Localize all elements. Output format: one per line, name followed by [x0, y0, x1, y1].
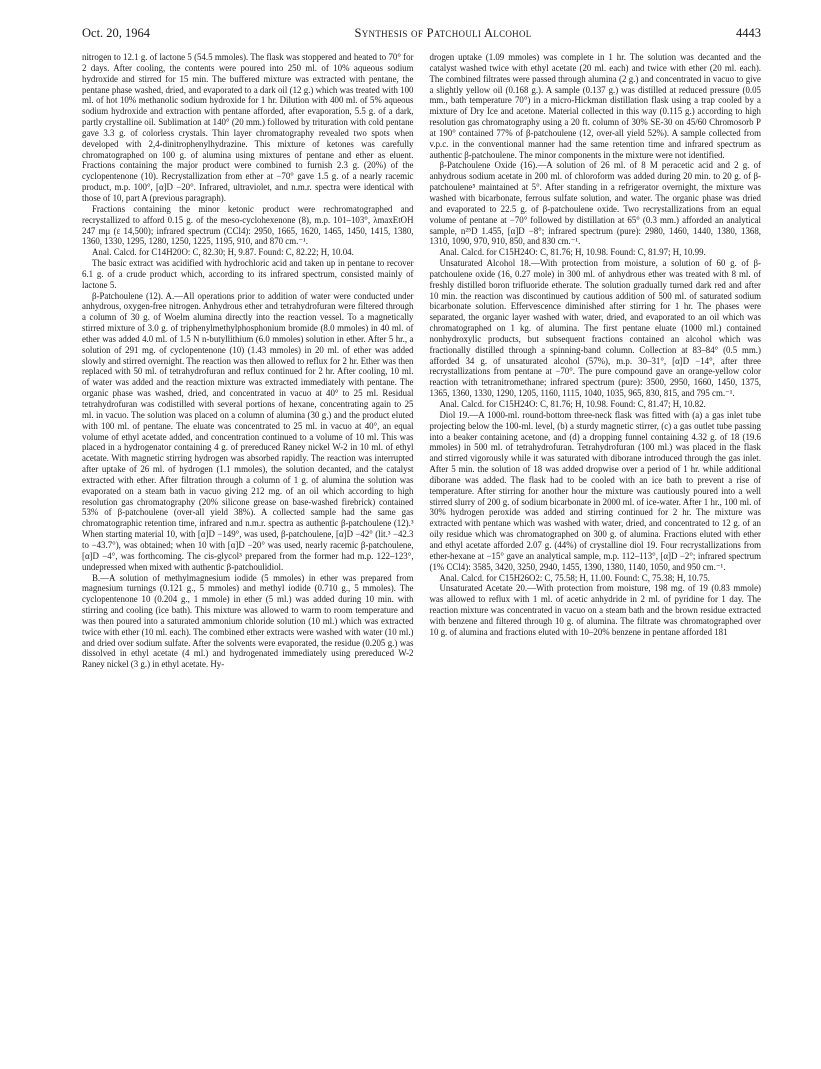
issue-date: Oct. 20, 1964: [82, 26, 151, 40]
paragraph: drogen uptake (1.09 mmoles) was complete in 1 hr. The solution was decanted and the catalyst washed twice with ethyl acetate (20 ml. each) and twice with ether (20 ml. each). The combined filtrates were passed through alumina (2 g.) and concentrated in vacuo to give a slightly yellow oil (0.168 g.). A sample (0.137 g.) was distilled at reduced pressure (0.05 mm., bath temperature 70°) in a micro-Hickman distillation flask using a trap cooled by a mixture of Dry Ice and acetone. Material collected in this way (0.115 g.) according to high resolution gas chromatography using a 20 ft. column of 30% SE-30 on 45/60 Chromosorb P at 190° contained 77% of β-patchoulene (12, over-all yield 52%). A sample collected from v.p.c. in the conventional manner had the same retention time and infrared spectrum as authentic β-patchoulene. The minor components in the mixture were not identified.: [429, 52, 761, 160]
analysis-paragraph: Anal. Calcd. for C15H24O: C, 81.76; H, 10.98. Found: C, 81.47; H, 10.82.: [439, 399, 706, 409]
running-header: [82, 26, 761, 44]
section-patchoulene-oxide: β-Patchoulene Oxide (16).—A solution of 26 ml. of 8 M peracetic acid and 2 g. of anhydrous sodium acetate in 200 ml. of chloroform was added during 20 min. to 20 g. of β-patchoulene⁵ maintained at 5°. After standing in a refrigerator overnight, the mixture was washed with bicarbonate, ferrous sulfate solution, and water. The organic phase was dried and evaporated to 22.5 g. of β-patchoulene oxide. Two recrystallizations from an equal volume of pentane at −70° followed by distillation at 65° (0.3 mm.) afforded an analytical sample, n²⁵D 1.455, [α]D −8°; infrared spectrum (pure): 2980, 1460, 1440, 1380, 1368, 1310, 1090, 970, 910, 850, and 830 cm.⁻¹.: [429, 160, 761, 247]
paragraph: nitrogen to 12.1 g. of lactone 5 (54.5 mmoles). The flask was stoppered and heated to 70° for 2 days. After cooling, the contents were poured into 250 ml. of 10% aqueous sodium hydroxide and stirred for 15 min. The buffered mixture was extracted with pentane, the pentane phase washed, dried, and evaporated to a dark oil (12 g.) which was treated with 100 ml. of hot 10% methanolic sodium hydroxide for 1 hr. Dilution with 400 ml. of 5% aqueous sodium hydroxide and extraction with pentane afforded, after evaporation, 5.5 g. of a dark, partly crystalline oil. Sublimation at 140° (20 mm.) followed by trituration with cold pentane gave 3.3 g. of colorless crystals. Thin layer chromatography revealed two spots when developed with 2,4-dinitrophenylhydrazine. This mixture of ketones was carefully chromatographed on 100 g. of alumina using mixtures of pentane and ether as eluent. Fractions containing the major product were combined to furnish 2.3 g. (20%) of the cyclopentenone (10). Recrystallization from ether at −70° gave 1.5 g. of a nearly racemic product, m.p. 100°, [α]D −20°. Infrared, ultraviolet, and n.m.r. spectra were identical with those of 10, part A (previous paragraph).: [82, 52, 414, 203]
analysis-paragraph: Anal. Calcd. for C15H24O: C, 81.76; H, 10.98. Found: C, 81.97; H, 10.99.: [439, 247, 706, 258]
analysis-paragraph: Anal. Calcd. for C15H26O2: C, 75.58; H, 11.00. Found: C, 75.38; H, 10.75.: [439, 572, 710, 583]
running-title: Synthesis of Patchouli Alcohol: [354, 26, 532, 40]
right-column: [430, 52, 762, 670]
two-column-body: [82, 52, 761, 670]
section-diol: Diol 19.—A 1000-ml. round-bottom three-neck flask was fitted with (a) a gas inlet tube projecting below the 100-ml. level, (b) a sturdy magnetic stirrer, (c) a gas outlet tube passing into a beaker containing acetone, and (d) a dropping funnel containing 4.32 g. of 18 (19.6 mmoles) in 500 ml. of tetrahydrofuran. Tetrahydrofuran (100 ml.) was placed in the flask and stirred vigorously while it was saturated with diborane introduced through the gas inlet. After 5 min. the solution of 18 was added dropwise over a period of 1 hr. while additional diborane was added. The flask had to be cooled with an ice bath to prevent a rise of temperature. After stirring for another hour the mixture was cautiously poured into a well stirred slurry of 200 g. of sodium bicarbonate in 2000 ml. of ice-water. After 1 hr., 100 ml. of 30% hydrogen peroxide was added and stirring continued for 2 hr. The mixture was extracted with pentane which was washed with water, dried, and concentrated to 12 g. of an oily residue which was chromatographed on 300 g. of alumina. Fractions eluted with ether and ethyl acetate afforded 2.07 g. (44%) of crystalline diol 19. Four recrystallizations from ether-hexane at −15° gave an analytical sample, m.p. 112–113°, [α]D −2°; infrared spectrum (1% CCl4): 3585, 3420, 3250, 2940, 1455, 1390, 1380, 1140, 1050, and 950 cm.⁻¹.: [429, 409, 761, 572]
section-patchoulene-a: β-Patchoulene (12). A.—All operations prior to addition of water were conducted under anhydrous, oxygen-free nitrogen. Anhydrous ether and tetrahydrofuran were filtered through a column of 30 g. of Woelm alumina directly into the reaction vessel. To a magnetically stirred mixture of 3.0 g. of triphenylmethylphosphonium bromide (8.0 mmoles) in 40 ml. of ether was added 4.0 ml. of 1.5 N n-butyllithium (6.0 mmoles) solution in ether. After 5 hr., a solution of 291 mg. of cyclopentenone (10) (1.43 mmoles) in 20 ml. of ether was added slowly and stirred overnight. The reaction was then allowed to reflux for 2 hr. Ether was then replaced with 50 ml. of tetrahydrofuran and reflux continued for 2 hr. After cooling, 10 ml. of water was added and the reaction mixture was extracted immediately with pentane. The organic phase was washed, dried, and concentrated in vacuo at 40° to 25 ml. Residual tetrahydrofuran was codistilled with several portions of hexane, concentrating again to 25 ml. in vacuo. The solution was placed on a column of alumina (30 g.) and the product eluted with 100 ml. of pentane. The eluate was concentrated to 25 ml. in vacuo at 40°, an equal volume of ethyl acetate added, and concentration continued to a volume of 10 ml. This was placed in a hydrogenator containing 4 g. of prereduced Raney nickel W-2 in 10 ml. of ethyl acetate. With magnetic stirring hydrogen was absorbed rapidly. The reaction was interrupted after uptake of 26 ml. of hydrogen (1.1 mmoles), the solution decanted, and the catalyst extracted with ether. After filtration through a column of 1 g. of alumina the solution was evaporated on a steam bath in vacuo giving 212 mg. of an oil which according to high resolution gas chromatography (20% silicone grease on base-washed firebrick) contained 53% of β-patchoulene (over-all yield 38%). A collected sample had the same gas chromatographic retention time, infrared and n.m.r. spectra as authentic β-patchoulene (12).³ When starting material 10, with [α]D −149°, was used, β-patchoulene, [α]D −42° (lit.³ −42.3 to −43.7°), was obtained; when 10 with [α]D −20° was used, nearly racemic β-patchoulene, [α]D −4°, was forthcoming. The cis-glycol³ prepared from the former had m.p. 122–123°, undepressed when mixed with authentic β-patchoulidiol.: [82, 290, 414, 572]
analysis-paragraph: Anal. Calcd. for C14H20O: C, 82.30; H, 9.87. Found: C, 82.22; H, 10.04.: [92, 247, 354, 258]
paragraph: Fractions containing the minor ketonic product were rechromatographed and recrystallized to afford 0.15 g. of the meso-cyclohexenone (8), m.p. 101–103°, λmaxEtOH 247 mμ (ε 14,500); infrared spectrum (CCl4): 2950, 1665, 1620, 1465, 1450, 1415, 1380, 1360, 1330, 1295, 1280, 1250, 1225, 1195, 910, and 870 cm.⁻¹.: [82, 203, 414, 247]
paragraph: The basic extract was acidified with hydrochloric acid and taken up in pentane to recover 6.1 g. of a crude product which, according to its infrared spectrum, consisted mainly of lactone 5.: [82, 258, 414, 290]
left-column: [82, 52, 414, 670]
page-number: 4443: [736, 26, 761, 40]
section-unsaturated-alcohol: Unsaturated Alcohol 18.—With protection from moisture, a solution of 60 g. of β-patchoulene oxide (16, 0.27 mole) in 300 ml. of anhydrous ether was treated with 8 ml. of freshly distilled boron trifluoride etherate. The solution gradually turned dark red and after 10 min. the reaction was discontinued by cautious addition of 500 ml. of saturated sodium bicarbonate solution. Effervescence diminished after stirring for 1 hr. The phases were separated, the organic layer washed with water, dried, and evaporated to an oil which was chromatographed on 1 kg. of alumina. The first pentane eluate (1000 ml.) contained nonhydroxylic products, but subsequent fractions contained an alcohol which was fractionally distilled through a spinning-band column. Collection at 83–84° (0.5 mm.) afforded 34 g. of unsaturated alcohol (57%), m.p. 30–31°, [α]D −14°, after three recrystallizations from pentane at −70°. The pure compound gave an orange-yellow color reaction with tetranitromethane; infrared spectrum (pure): 3500, 2950, 1660, 1450, 1375, 1365, 1360, 1330, 1290, 1205, 1160, 1115, 1040, 1035, 965, 830, 815, and 795 cm.⁻¹.: [429, 258, 761, 399]
section-patchoulene-b: B.—A solution of methylmagnesium iodide (5 mmoles) in ether was prepared from magnesium turnings (0.121 g., 5 mmoles) and methyl iodide (0.710 g., 5 mmoles). The cyclopentenone 10 (0.204 g., 1 mmole) in ether (5 ml.) was added during 10 min. with stirring and cooling (ice bath). This mixture was allowed to warm to room temperature and was then poured into a saturated ammonium chloride solution (10 ml.) which was extracted twice with ether (10 ml. each). The combined ether extracts were washed with water (10 ml.) and dried over sodium sulfate. After the solvents were evaporated, the residue (0.205 g.) was dissolved in ethyl acetate (4 ml.) and hydrogenated immediately using prereduced W-2 Raney nickel (3 g.) in ethyl acetate. Hy-: [82, 572, 414, 670]
section-unsaturated-acetate: Unsaturated Acetate 20.—With protection from moisture, 198 mg. of 19 (0.83 mmole) was allowed to reflux with 1 ml. of acetic anhydride in 2 ml. of pyridine for 1 day. The reaction mixture was concentrated in vacuo on a steam bath and the brown residue extracted with benzene and filtered through 10 g. of alumina. The filtrate was chromatographed over 10 g. of alumina and fractions eluted with 10–20% benzene in pentane afforded 181: [429, 583, 761, 637]
